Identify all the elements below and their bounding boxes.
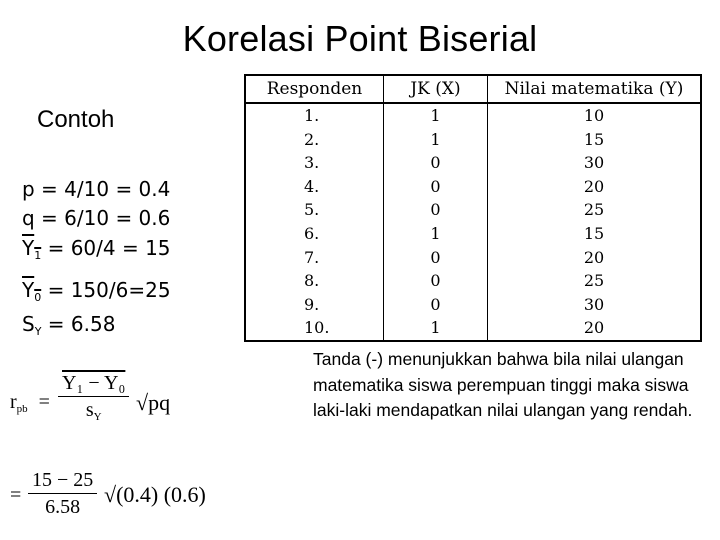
substituted-numerator: 15 − 25 — [28, 467, 97, 494]
cell-responden: 5. — [304, 200, 320, 220]
calc-y1 — [22, 236, 171, 262]
cell-responden: 7. — [304, 247, 320, 267]
cell-jk: 1 — [430, 318, 441, 338]
column-responden — [246, 104, 384, 340]
cell-jk: 1 — [430, 223, 441, 243]
equals-sign: = — [38, 391, 50, 413]
cell-responden: 3. — [304, 153, 320, 173]
header-responden: Responden — [246, 76, 384, 102]
cell-jk: 0 — [430, 294, 441, 314]
substituted-fraction — [28, 467, 97, 520]
cell-responden: 6. — [304, 223, 320, 243]
cell-responden: 4. — [304, 176, 320, 196]
header-jk: JK (X) — [384, 76, 488, 102]
rpb-symbol — [10, 391, 50, 415]
y0-symbol: $Y_0$ — [22, 278, 42, 304]
rpb-numerator — [58, 370, 129, 397]
calc-y1-value: = 60/4 = 15 — [47, 236, 171, 260]
header-nilai: Nilai matematika (Y) — [504, 79, 684, 99]
column-jk — [384, 104, 488, 340]
cell-jk: 1 — [430, 106, 441, 125]
cell-nilai: 30 — [583, 294, 605, 314]
table-body — [246, 104, 700, 340]
rpb-fraction — [58, 370, 129, 430]
data-table — [244, 74, 702, 342]
cell-responden: 1. — [304, 106, 320, 125]
rpb-r: r — [10, 391, 17, 413]
cell-nilai: 25 — [583, 271, 605, 291]
calc-y0-value: = 150/6=25 — [47, 278, 171, 302]
cell-jk: 0 — [430, 200, 441, 220]
cell-responden: 8. — [304, 271, 320, 291]
rpb-sub: pb — [16, 403, 28, 415]
cell-jk: 0 — [430, 247, 441, 267]
rpb-numerator-text: Y₁ − Y₀ — [62, 372, 126, 394]
column-nilai — [488, 104, 700, 340]
cell-responden: 2. — [304, 129, 320, 149]
cell-nilai: 20 — [583, 247, 605, 267]
cell-nilai: 20 — [583, 176, 605, 196]
rpb-denominator — [86, 397, 102, 430]
sy-subscript: Y — [34, 325, 42, 338]
cell-responden: 9. — [304, 294, 320, 314]
cell-nilai: 10 — [583, 106, 605, 125]
explanation-note: Tanda (-) menunjukkan bahwa bila nilai ulangan matematika siswa perempuan tinggi maka siswa laki-laki mendapatkan nilai ulangan yang rendah. — [313, 349, 693, 420]
example-label: Contoh — [37, 106, 115, 133]
cell-jk: 0 — [430, 153, 441, 173]
calc-q: q = 6/10 = 0.6 — [22, 206, 171, 230]
cell-nilai: 25 — [583, 200, 605, 220]
calc-sy — [22, 312, 115, 338]
table-header — [246, 76, 700, 104]
cell-jk: 1 — [430, 129, 441, 149]
sy-symbol: S — [22, 312, 35, 336]
cell-jk: 0 — [430, 176, 441, 196]
cell-jk: 0 — [430, 271, 441, 291]
equals-sign-2: = — [10, 484, 22, 506]
cell-nilai: 20 — [583, 318, 605, 338]
calc-y0 — [22, 278, 171, 304]
calc-sy-value: = 6.58 — [47, 312, 116, 336]
rpb-sqrt: √pq — [136, 390, 171, 415]
substituted-denominator: 6.58 — [45, 496, 81, 518]
rpb-den-s: s — [85, 399, 94, 421]
calc-p: p = 4/10 = 0.4 — [22, 177, 171, 201]
rpb-den-sub: Y — [93, 411, 102, 423]
cell-nilai: 15 — [583, 223, 605, 243]
cell-nilai: 15 — [583, 129, 605, 149]
y1-symbol: $Y_1$ — [22, 236, 42, 262]
slide-title: Korelasi Point Biserial — [182, 18, 538, 59]
cell-responden: 10. — [304, 318, 330, 338]
cell-nilai: 30 — [583, 153, 605, 173]
substituted-sqrt: √(0.4) (0.6) — [104, 482, 206, 507]
